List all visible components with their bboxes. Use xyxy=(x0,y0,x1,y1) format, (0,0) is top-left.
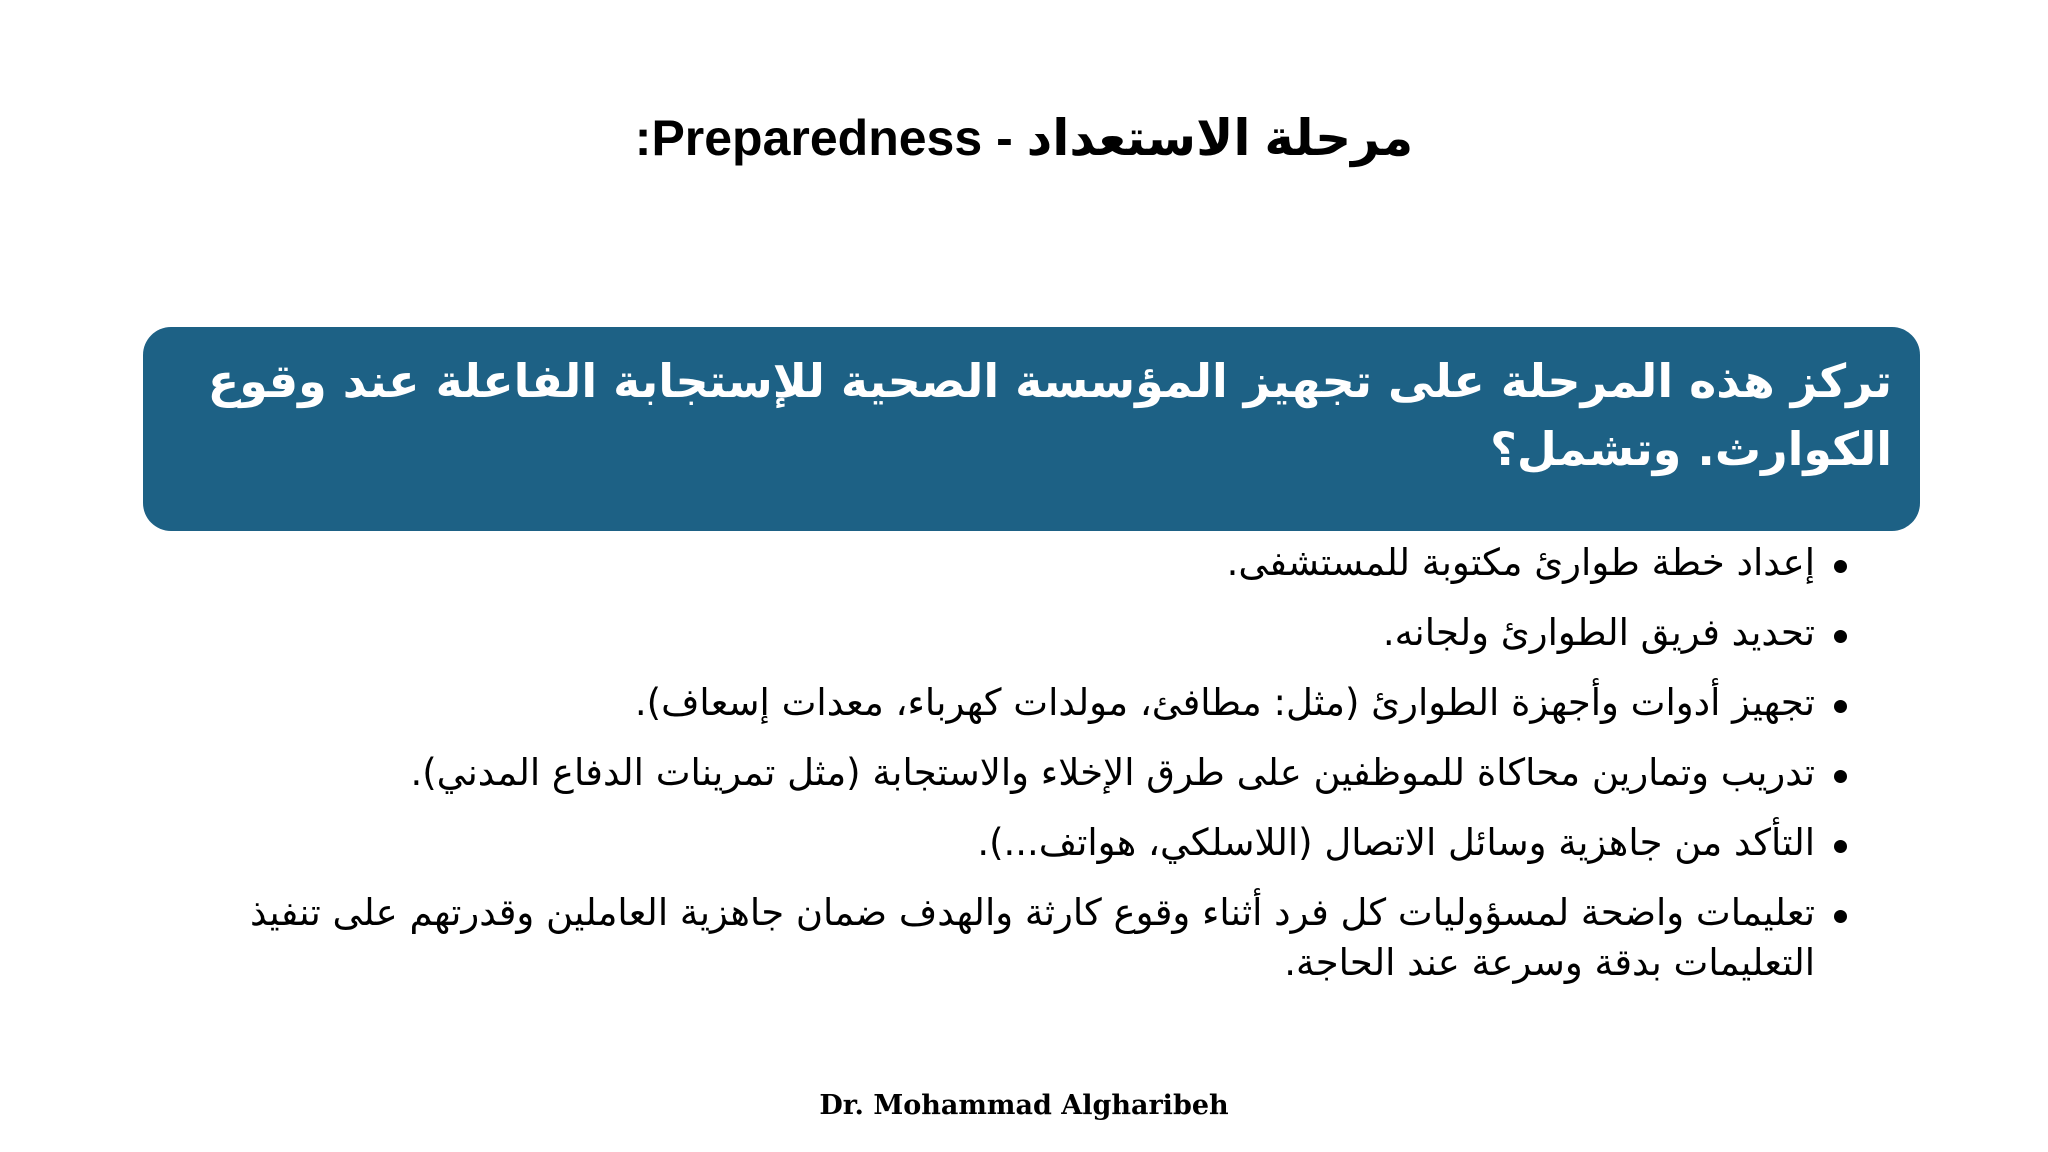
list-item xyxy=(223,818,1843,868)
bullet-dot-icon xyxy=(1834,700,1847,713)
bullet-dot-icon xyxy=(1834,910,1847,923)
bullet-list xyxy=(223,538,1843,1008)
list-item xyxy=(223,538,1843,588)
author-footer: Dr. Mohammad Algharibeh xyxy=(819,1090,1229,1121)
list-item xyxy=(223,748,1843,798)
list-item xyxy=(223,608,1843,658)
list-item-text: إعداد خطة طوارئ مكتوبة للمستشفى. xyxy=(1226,541,1815,584)
bullet-dot-icon xyxy=(1834,840,1847,853)
bullet-dot-icon xyxy=(1834,560,1847,573)
list-item-text: تجهيز أدوات وأجهزة الطوارئ (مثل: مطافئ، مولدات كهرباء، معدات إسعاف). xyxy=(634,681,1815,724)
bullet-dot-icon xyxy=(1834,630,1847,643)
intro-banner xyxy=(143,327,1920,531)
list-item-text: تعليمات واضحة لمسؤوليات كل فرد أثناء وقوع كارثة والهدف ضمان جاهزية العاملين وقدرتهم على تنفيذ التعليمات بدقة وسرعة عند الحاجة. xyxy=(249,891,1815,984)
list-item-text: التأكد من جاهزية وسائل الاتصال (اللاسلكي، هواتف...). xyxy=(977,821,1815,864)
list-item xyxy=(223,888,1843,988)
list-item-text: تدريب وتمارين محاكاة للموظفين على طرق الإخلاء والاستجابة (مثل تمرينات الدفاع المدني). xyxy=(410,751,1815,794)
bullet-dot-icon xyxy=(1834,770,1847,783)
list-item xyxy=(223,678,1843,728)
intro-banner-text: تركز هذه المرحلة على تجهيز المؤسسة الصحية للإستجابة الفاعلة عند وقوع الكوارث. وتشمل؟ xyxy=(207,354,1892,476)
list-item-text: تحديد فريق الطوارئ ولجانه. xyxy=(1382,611,1815,654)
slide-title: مرحلة الاستعداد - Preparedness: xyxy=(634,110,1414,166)
